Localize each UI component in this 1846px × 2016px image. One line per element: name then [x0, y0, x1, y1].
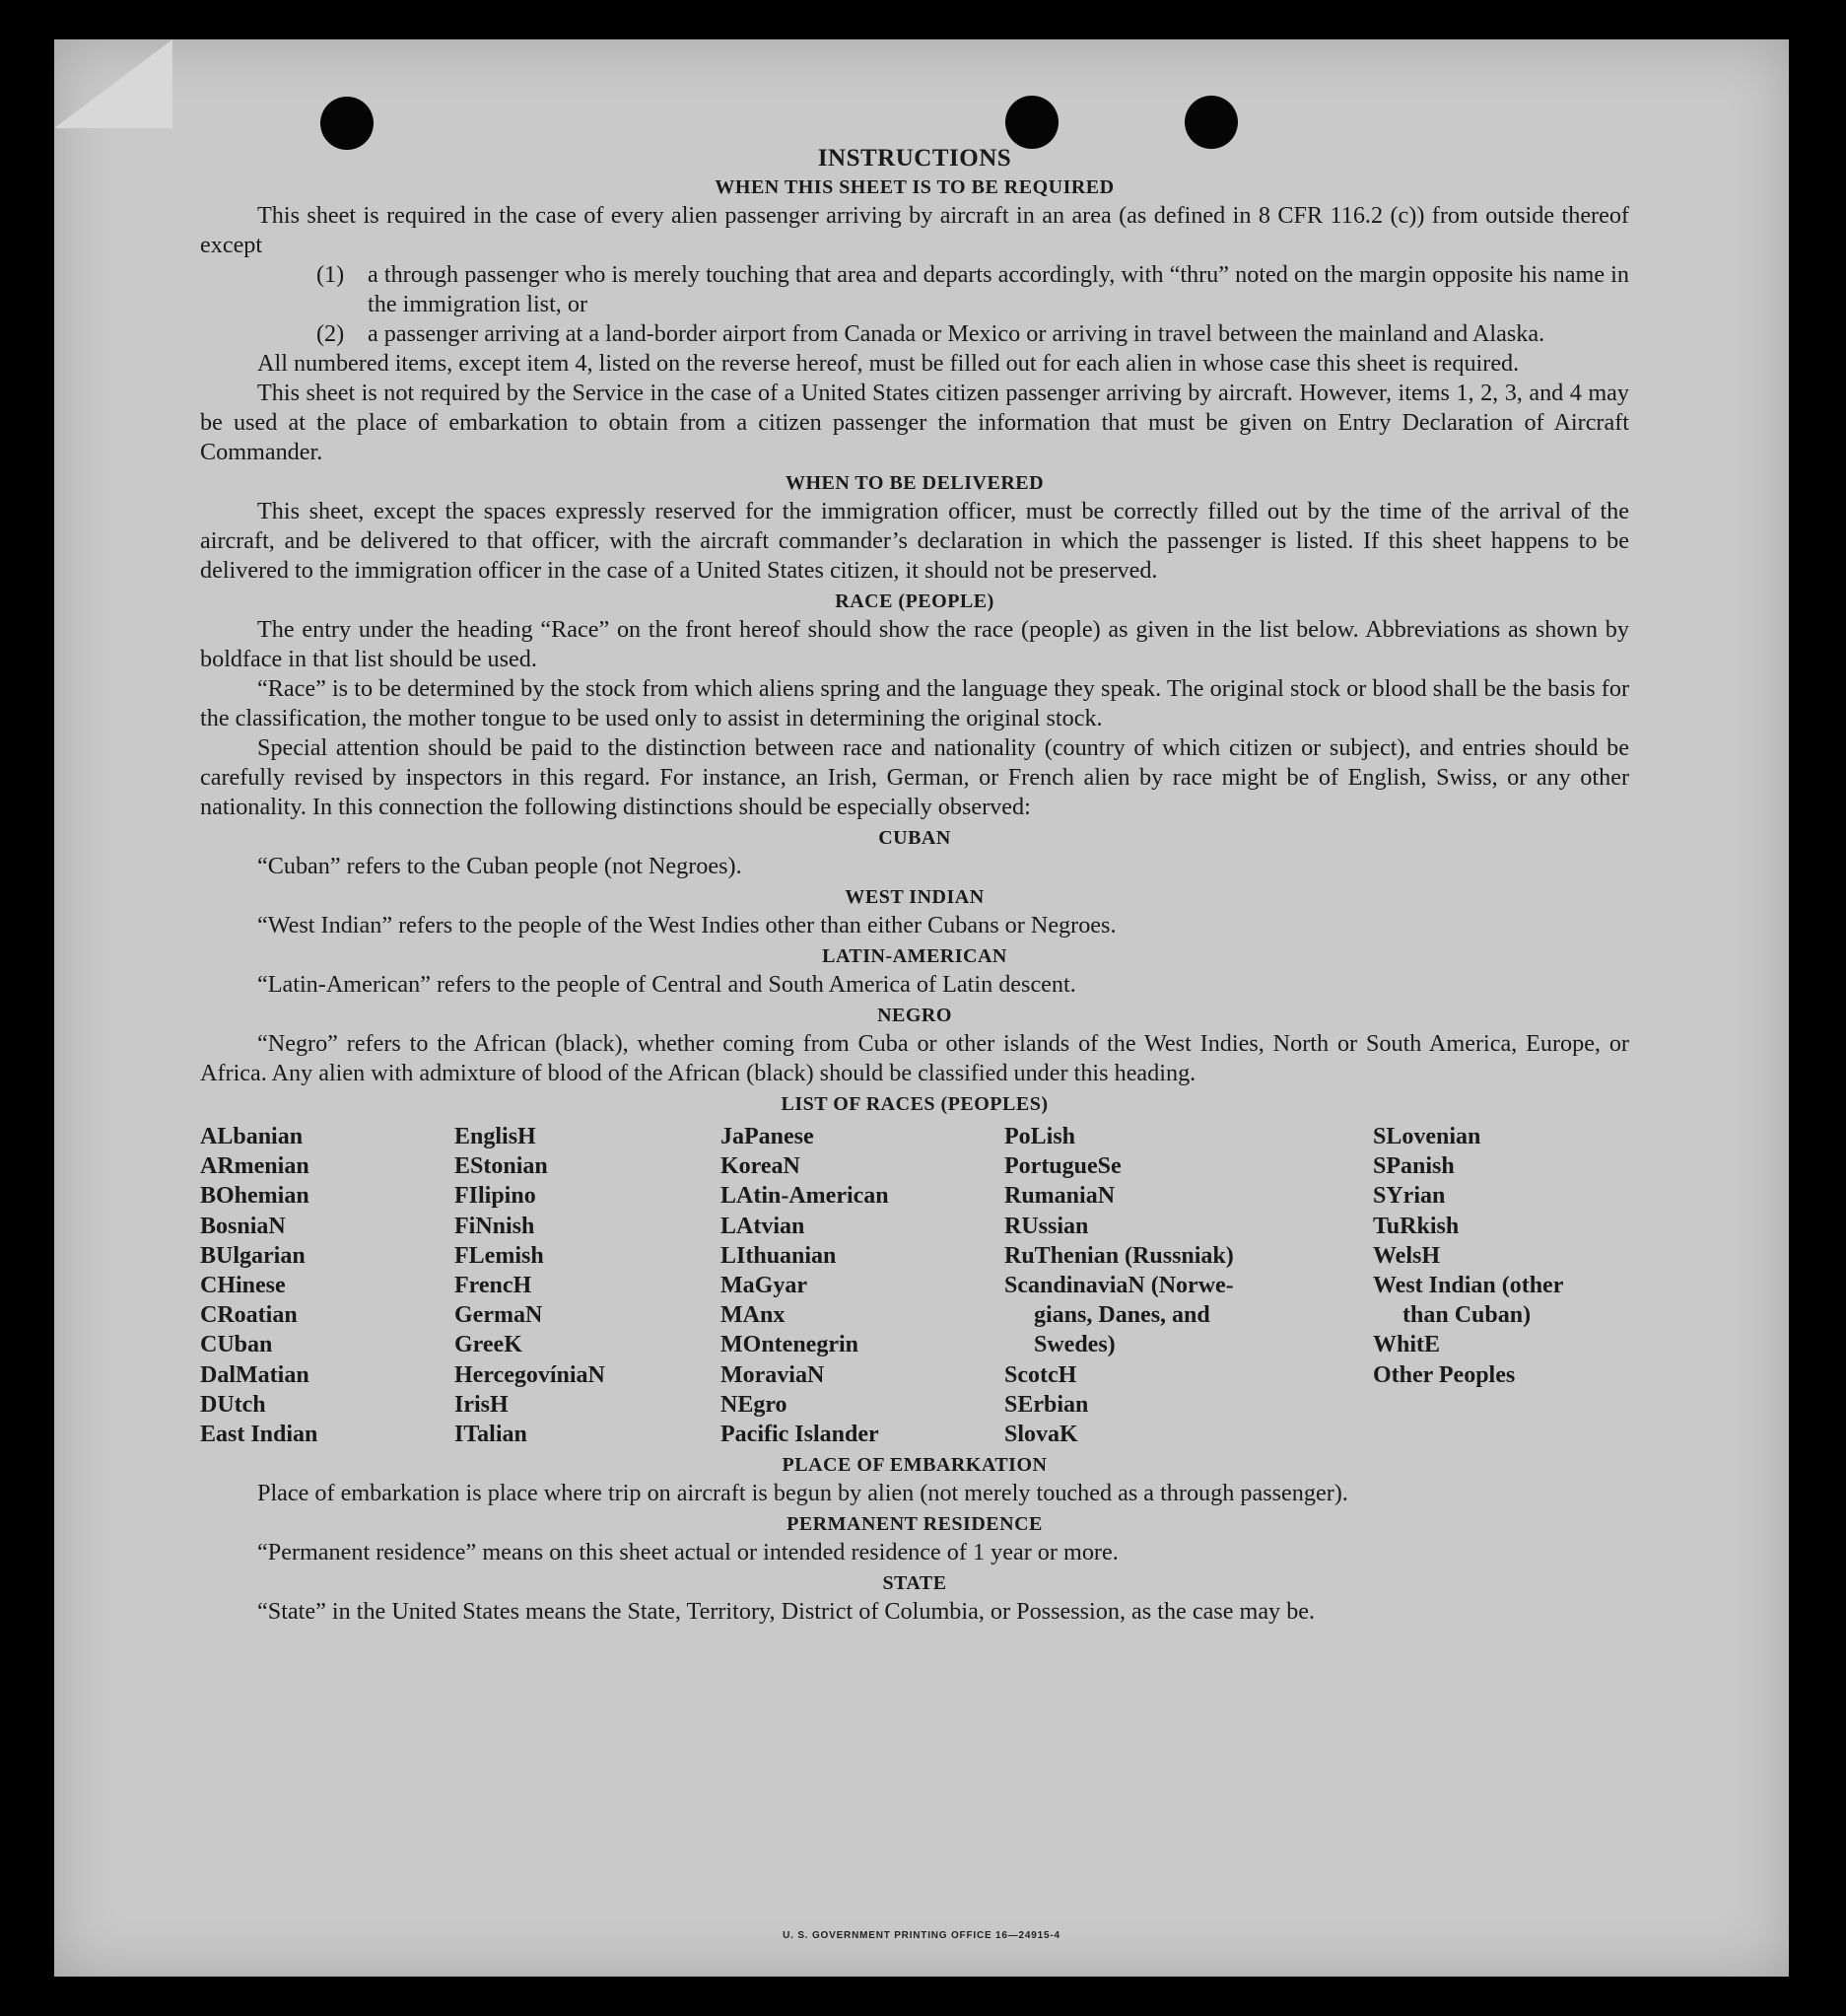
race-item: HercegovíniaN: [454, 1361, 605, 1388]
race-column: [1004, 1122, 1373, 1449]
race-item: WhitE: [1373, 1332, 1441, 1358]
item-number: (1): [316, 261, 345, 288]
race-item: East Indian: [200, 1422, 318, 1448]
race-item: DalMatian: [200, 1361, 309, 1388]
race-item: Other Peoples: [1373, 1361, 1516, 1388]
race-column: [1373, 1122, 1629, 1449]
race-item: ALbanian: [200, 1124, 304, 1149]
instructions-title: INSTRUCTIONS: [817, 145, 1012, 172]
race-item-continued: Swedes): [1034, 1332, 1116, 1358]
item-number: (2): [316, 320, 345, 347]
paragraph: “Permanent residence” means on this sheet actual or intended residence of 1 year or more.: [257, 1539, 1119, 1566]
punch-hole: [1185, 96, 1238, 149]
race-item: SlovaK: [1004, 1422, 1078, 1448]
printing-office-footer: U. S. GOVERNMENT PRINTING OFFICE 16—24915-4: [783, 1930, 1060, 1941]
section-heading-cuban: CUBAN: [878, 827, 951, 849]
section-heading-west-indian: WEST INDIAN: [845, 886, 985, 908]
race-item: EnglisH: [454, 1124, 536, 1149]
paragraph: All numbered items, except item 4, listed on the reverse hereof, must be filled out for each alien in whose case this sheet is required.: [257, 350, 1520, 377]
document-sheet: [54, 39, 1789, 1977]
race-item: CHinese: [200, 1273, 286, 1299]
race-item: FrencH: [454, 1273, 532, 1299]
race-item: MAnx: [720, 1302, 786, 1329]
race-item: MoraviaN: [720, 1361, 825, 1388]
section-heading-race: RACE (PEOPLE): [835, 591, 994, 612]
paragraph: “Negro” refers to the African (black), whether coming from Cuba or other islands of the West Indies, North or South America, Europe, or Africa. Any alien with admixture of blood of the African (black) should be classified under this heading.: [200, 1030, 1629, 1086]
race-item: DUtch: [200, 1391, 266, 1418]
race-item: PortugueSe: [1004, 1153, 1122, 1180]
race-item: West Indian (other: [1373, 1273, 1564, 1299]
exception-item: [200, 319, 1629, 349]
section-heading-state: STATE: [882, 1572, 947, 1595]
race-item: GreeK: [454, 1332, 522, 1358]
race-item: FIlipino: [454, 1183, 536, 1210]
race-item: CRoatian: [200, 1302, 298, 1329]
folded-corner: [54, 39, 172, 128]
section-heading-list-of-races: LIST OF RACES (PEOPLES): [781, 1093, 1049, 1115]
race-item: LIthuanian: [720, 1242, 837, 1269]
paragraph: Special attention should be paid to the distinction between race and nationality (country of which citizen or subject), and entries should be carefully revised by inspectors in this regard. For instance, an Irish, German, or French alien by race might be of English, Swiss, or any other nationality. In this connection the following distinctions should be especially observed:: [200, 734, 1629, 820]
paragraph: This sheet is required in the case of every alien passenger arriving by aircraft in an area (as defined in 8 CFR 116.2 (c)) from outside thereof except: [200, 202, 1629, 258]
race-item: BOhemian: [200, 1183, 309, 1210]
paragraph: “Latin-American” refers to the people of Central and South America of Latin descent.: [257, 971, 1076, 998]
race-item: MaGyar: [720, 1273, 807, 1299]
race-item: FiNnish: [454, 1213, 535, 1239]
section-heading-permanent-residence: PERMANENT RESIDENCE: [786, 1513, 1043, 1536]
item-text: a passenger arriving at a land-border airport from Canada or Mexico or arriving in travel between the mainland and Alaska.: [368, 320, 1545, 347]
race-item: ITalian: [454, 1422, 527, 1448]
race-item: BosniaN: [200, 1213, 286, 1239]
exception-item: [200, 260, 1629, 319]
race-item: PoLish: [1004, 1124, 1076, 1149]
section-heading-delivered: WHEN TO BE DELIVERED: [785, 472, 1045, 494]
race-item: CUban: [200, 1332, 273, 1358]
paragraph: The entry under the heading “Race” on the front hereof should show the race (people) as given in the list below. Abbreviations as shown by boldface in that list should be used.: [200, 616, 1629, 672]
race-item: FLemish: [454, 1242, 544, 1269]
race-item: SLovenian: [1373, 1124, 1481, 1149]
race-item: RumaniaN: [1004, 1183, 1116, 1210]
punch-hole: [1005, 96, 1059, 149]
instructions-content: [200, 142, 1629, 1627]
paragraph: This sheet, except the spaces expressly reserved for the immigration officer, must be correctly filled out by the time of the arrival of the aircraft, and be delivered to that officer, with the aircraft commander’s declaration in which the passenger is listed. If this sheet happens to be delivered to the immigration officer in the case of a United States citizen, it should not be preserved.: [200, 498, 1629, 584]
paragraph: “Race” is to be determined by the stock from which aliens spring and the language they speak. The original stock or blood shall be the basis for the classification, the mother tongue to be used only to assist in determining the original stock.: [200, 675, 1629, 731]
race-item: GermaN: [454, 1302, 543, 1329]
section-heading-required: WHEN THIS SHEET IS TO BE REQUIRED: [715, 176, 1115, 198]
race-item-continued: gians, Danes, and: [1034, 1302, 1210, 1329]
race-item: TuRkish: [1373, 1213, 1460, 1239]
race-item: ARmenian: [200, 1153, 309, 1180]
paragraph: This sheet is not required by the Service in the case of a United States citizen passenger arriving by aircraft. However, items 1, 2, 3, and 4 may be used at the place of embarkation to obtain from a citizen passenger the information that must be given on Entry Declaration of Aircraft Commander.: [200, 380, 1629, 465]
race-item: EStonian: [454, 1153, 548, 1180]
section-heading-embarkation: PLACE OF EMBARKATION: [782, 1454, 1048, 1477]
paragraph: Place of embarkation is place where trip on aircraft is begun by alien (not merely touched as a through passenger).: [257, 1480, 1348, 1507]
race-list: [200, 1122, 1629, 1449]
race-item: JaPanese: [720, 1124, 814, 1149]
race-column: [454, 1122, 720, 1449]
race-item: LAtin-American: [720, 1183, 889, 1210]
race-item: RUssian: [1004, 1213, 1089, 1239]
race-item: NEgro: [720, 1391, 787, 1418]
paragraph: “State” in the United States means the State, Territory, District of Columbia, or Possession, as the case may be.: [257, 1598, 1316, 1626]
item-text: a through passenger who is merely touching that area and departs accordingly, with “thru” noted on the margin opposite his name in the immigration list, or: [368, 261, 1629, 317]
race-item: RuThenian (Russniak): [1004, 1242, 1234, 1269]
race-item: ScotcH: [1004, 1361, 1077, 1388]
race-item: MOntenegrin: [720, 1332, 858, 1358]
paragraph: “West Indian” refers to the people of the West Indies other than either Cubans or Negroes.: [257, 912, 1117, 938]
race-column: [200, 1122, 454, 1449]
race-item: SPanish: [1373, 1153, 1455, 1180]
race-item: BUlgarian: [200, 1242, 306, 1269]
section-heading-negro: NEGRO: [877, 1005, 952, 1026]
race-item: Pacific Islander: [720, 1422, 879, 1448]
section-heading-latin-american: LATIN-AMERICAN: [822, 945, 1007, 967]
race-item: SYrian: [1373, 1183, 1446, 1210]
race-item-continued: than Cuban): [1402, 1302, 1532, 1329]
race-item: KoreaN: [720, 1153, 800, 1180]
race-column: [720, 1122, 1004, 1449]
race-item: IrisH: [454, 1391, 509, 1418]
race-item: SErbian: [1004, 1391, 1089, 1418]
race-item: WelsH: [1373, 1242, 1441, 1269]
race-item: ScandinaviaN (Norwe-: [1004, 1273, 1234, 1299]
paragraph: “Cuban” refers to the Cuban people (not Negroes).: [257, 853, 742, 879]
race-item: LAtvian: [720, 1213, 805, 1239]
